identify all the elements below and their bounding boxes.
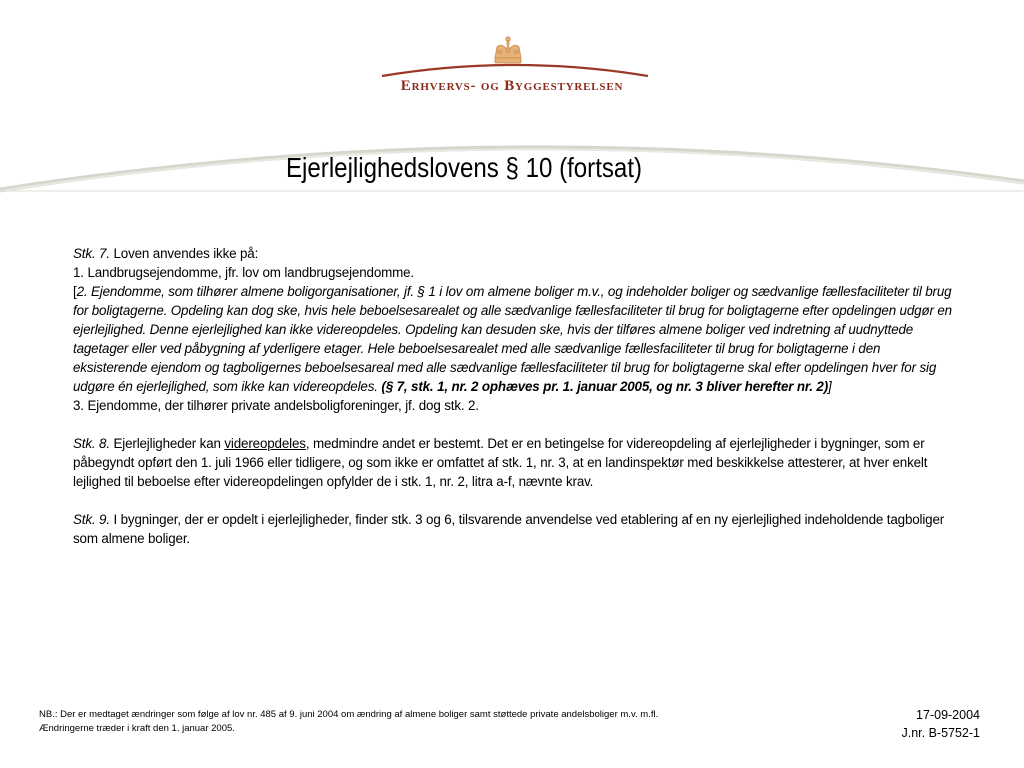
stk7-item2	[73, 282, 953, 396]
page-title: Ejerlejlighedslovens § 10 (fortsat)	[286, 152, 643, 183]
logo-swoosh	[380, 58, 650, 80]
stk8-text-b: , medmindre andet er bestemt. Det er en betingelse for videreopdeling af ejerlejligheder i bygninger, som er påbegyndt opført den 1. juli 1966 eller tidligere, og som ikke er omfattet af stk. 1, nr. 3, at en landinspektør med beskikkelse attesterer, at hver enkelt lejlighed til beboelse efter videreopdelingen opfylder de i stk. 1, nr. 2, litra a-f, nævnte krav.	[73, 436, 928, 489]
stk8-paragraph	[73, 434, 953, 491]
stk7-item2-note: (§ 7, stk. 1, nr. 2 ophæves pr. 1. januar 2005, og nr. 3 bliver herefter nr. 2)	[381, 379, 829, 394]
stk7-label: Stk. 7.	[73, 246, 110, 261]
stk9-text: I bygninger, der er opdelt i ejerlejligheder, finder stk. 3 og 6, tilsvarende anvendelse ved etablering af en ny ejerlejlighed indeholdende tagboliger som almene boliger.	[73, 512, 945, 546]
stk7-item1: 1. Landbrugsejendomme, jfr. lov om landbrugsejendomme.	[73, 265, 414, 280]
footnote	[39, 708, 658, 736]
stk9-paragraph	[73, 510, 953, 548]
logo-text: Erhvervs- og Byggestyrelsen	[400, 78, 624, 94]
footnote-line1: NB.: Der er medtaget ændringer som følge af lov nr. 485 af 9. juni 2004 om ændring af almene boliger samt støttede private andelsboliger m.v. m.fl.	[39, 709, 659, 720]
stk7-item2-text: 2. Ejendomme, som tilhører almene boligorganisationer, jf. § 1 i lov om almene boliger m.v., og indeholder boliger og sædvanlige fællesfaciliteter til brug for boligtagerne. Opdeling kan dog ske, hvis hele beboelsesarealet og alle sædvanlige fællesfaciliteter til brug for boligtagerne efter opdelingen udgør en ejerlejlighed. Denne ejerlejlighed kan ikke videreopdeles. Opdeling kan desuden ske, hvis der tilføres almene boliger ved indretning af uudnyttede tagetager eller ved påbygning af yderligere etager. Hele beboelsesarealet med alle sædvanlige fællesfaciliteter til brug for boligtagerne i den eksisterende ejendom og tagboligernes beboelsesareal med alle sædvanlige fællesfaciliteter til brug for boligtagerne skal efter opdelingen hver for sig udgøre én ejerlejlighed, som ikke kan videreopdeles.	[73, 284, 952, 394]
bracket-close: ]	[828, 379, 832, 394]
logo	[0, 0, 1024, 110]
bracket-open: [	[73, 284, 77, 299]
stk8-label: Stk. 8.	[73, 436, 110, 451]
stk9-label: Stk. 9.	[73, 512, 110, 527]
content-body	[73, 244, 953, 548]
stk8-text-a: Ejerlejligheder kan	[109, 436, 225, 451]
stk7-intro-text: Loven anvendes ikke på:	[109, 246, 259, 261]
footnote-line2: Ændringerne træder i kraft den 1. januar 2005.	[39, 723, 235, 734]
date: 17-09-2004	[916, 708, 980, 722]
stk7-item3: 3. Ejendomme, der tilhører private andelsboligforeninger, jf. dog stk. 2.	[73, 398, 479, 413]
date-reference	[901, 706, 980, 742]
journal-number: J.nr. B-5752-1	[901, 726, 980, 740]
videreopdeles-link[interactable]: videreopdeles	[224, 436, 306, 451]
stk7-intro	[73, 244, 953, 263]
